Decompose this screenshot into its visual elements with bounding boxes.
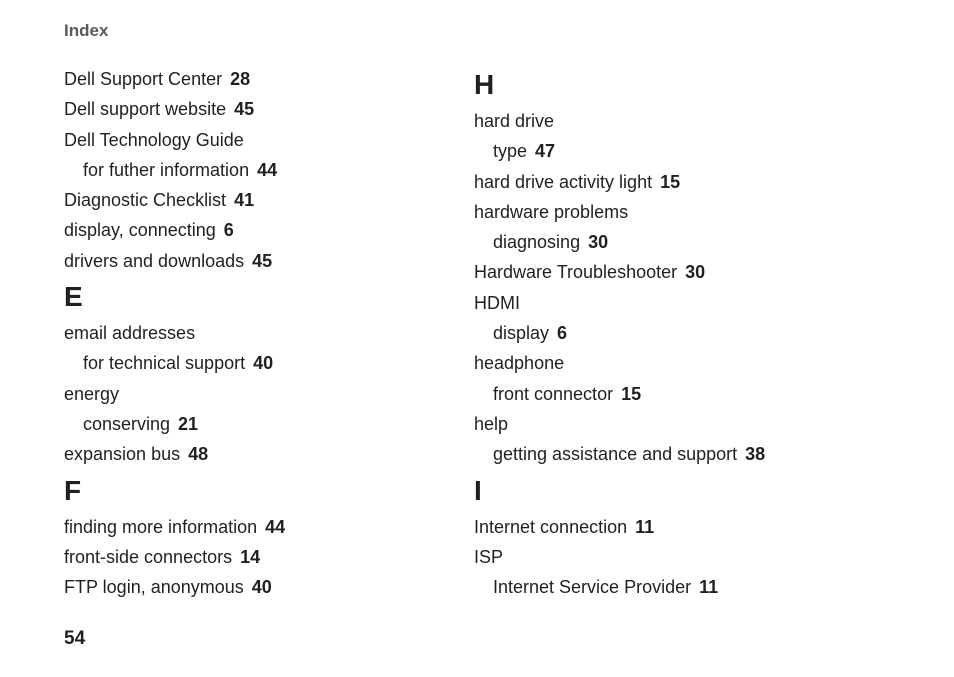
index-page-ref: 40 (253, 353, 274, 374)
index-entry (64, 542, 444, 572)
index-column-right (474, 64, 934, 602)
index-subentry (64, 409, 444, 439)
index-page-ref: 44 (265, 516, 286, 537)
index-term: drivers and downloads (64, 250, 245, 271)
index-term: Diagnostic Checklist (64, 190, 227, 211)
index-page-ref: 45 (234, 99, 255, 120)
index-page-ref: 15 (621, 383, 642, 404)
index-entry (64, 185, 444, 215)
index-entry (64, 439, 444, 469)
index-entry (474, 197, 934, 227)
index-entry (64, 125, 444, 155)
index-entry (474, 167, 934, 197)
index-term: display, connecting (64, 220, 216, 241)
index-page-ref: 6 (223, 220, 234, 241)
index-section-letter: I (474, 474, 482, 506)
index-term: hard drive activity light (474, 171, 653, 192)
index-subentry (64, 348, 444, 378)
index-term: HDMI (474, 292, 520, 313)
index-term: Internet connection (474, 516, 628, 537)
index-subentry (474, 136, 934, 166)
index-entry (64, 246, 444, 276)
index-term: ISP (474, 546, 504, 567)
index-term: conserving (83, 413, 171, 434)
index-entry (64, 94, 444, 124)
index-term: email addresses (64, 323, 196, 344)
index-page-ref: 11 (635, 516, 655, 537)
index-term: hard drive (474, 111, 555, 131)
index-term: Dell Support Center (64, 69, 223, 89)
index-page-ref: 14 (240, 546, 261, 567)
index-term: for futher information (83, 159, 250, 180)
index-subentry (64, 155, 444, 185)
index-entry (64, 379, 444, 409)
index-page-ref: 15 (660, 171, 681, 192)
index-page-ref: 21 (178, 413, 199, 434)
index-page-ref: 45 (252, 250, 273, 271)
index-term: getting assistance and support (493, 444, 738, 465)
index-entry (474, 106, 934, 136)
index-page-ref: 40 (251, 577, 272, 598)
index-page-ref: 48 (188, 444, 209, 465)
index-subentry (474, 572, 934, 602)
index-term: Dell support website (64, 99, 227, 120)
index-term: Internet Service Provider (493, 577, 692, 598)
index-section-letter: F (64, 474, 82, 506)
index-entry (474, 542, 934, 572)
index-entry (474, 257, 934, 287)
index-term: finding more information (64, 516, 258, 537)
index-term: help (474, 413, 509, 434)
index-page-ref: 44 (257, 159, 278, 180)
index-term: type (493, 141, 528, 162)
index-term: Dell Technology Guide (64, 129, 244, 150)
index-page-ref: 47 (535, 141, 556, 162)
index-term: headphone (474, 353, 565, 374)
index-term: for technical support (83, 353, 246, 374)
index-subentry (474, 379, 934, 409)
index-term: display (493, 323, 550, 344)
index-subentry (474, 318, 934, 348)
index-page-ref: 38 (745, 444, 766, 465)
index-term: front connector (493, 383, 614, 404)
index-entry (64, 64, 444, 94)
index-subentry (474, 439, 934, 469)
index-entry (474, 512, 934, 542)
running-header: Index (64, 21, 109, 40)
index-entry (64, 318, 444, 348)
index-term: diagnosing (493, 232, 581, 253)
index-term: energy (64, 383, 120, 404)
index-entry (64, 572, 444, 602)
index-page-ref: 11 (699, 577, 719, 598)
index-entry (474, 348, 934, 378)
index-entry (64, 215, 444, 245)
index-page-ref: 6 (557, 323, 568, 344)
index-page-ref: 41 (234, 190, 255, 211)
index-column-left (64, 64, 444, 602)
index-page-ref: 28 (230, 69, 251, 89)
page-number: 54 (64, 628, 86, 649)
index-entry (64, 512, 444, 542)
index-term: front-side connectors (64, 546, 233, 567)
index-term: hardware problems (474, 201, 629, 222)
index-section-letter: H (474, 69, 495, 100)
index-page-ref: 30 (588, 232, 609, 253)
index-term: Hardware Troubleshooter (474, 262, 678, 283)
index-entry (474, 409, 934, 439)
index-term: expansion bus (64, 444, 181, 465)
index-term: FTP login, anonymous (64, 577, 244, 598)
index-page-ref: 30 (685, 262, 706, 283)
index-section-letter: E (64, 281, 83, 313)
index-subentry (474, 227, 934, 257)
index-entry (474, 288, 934, 318)
